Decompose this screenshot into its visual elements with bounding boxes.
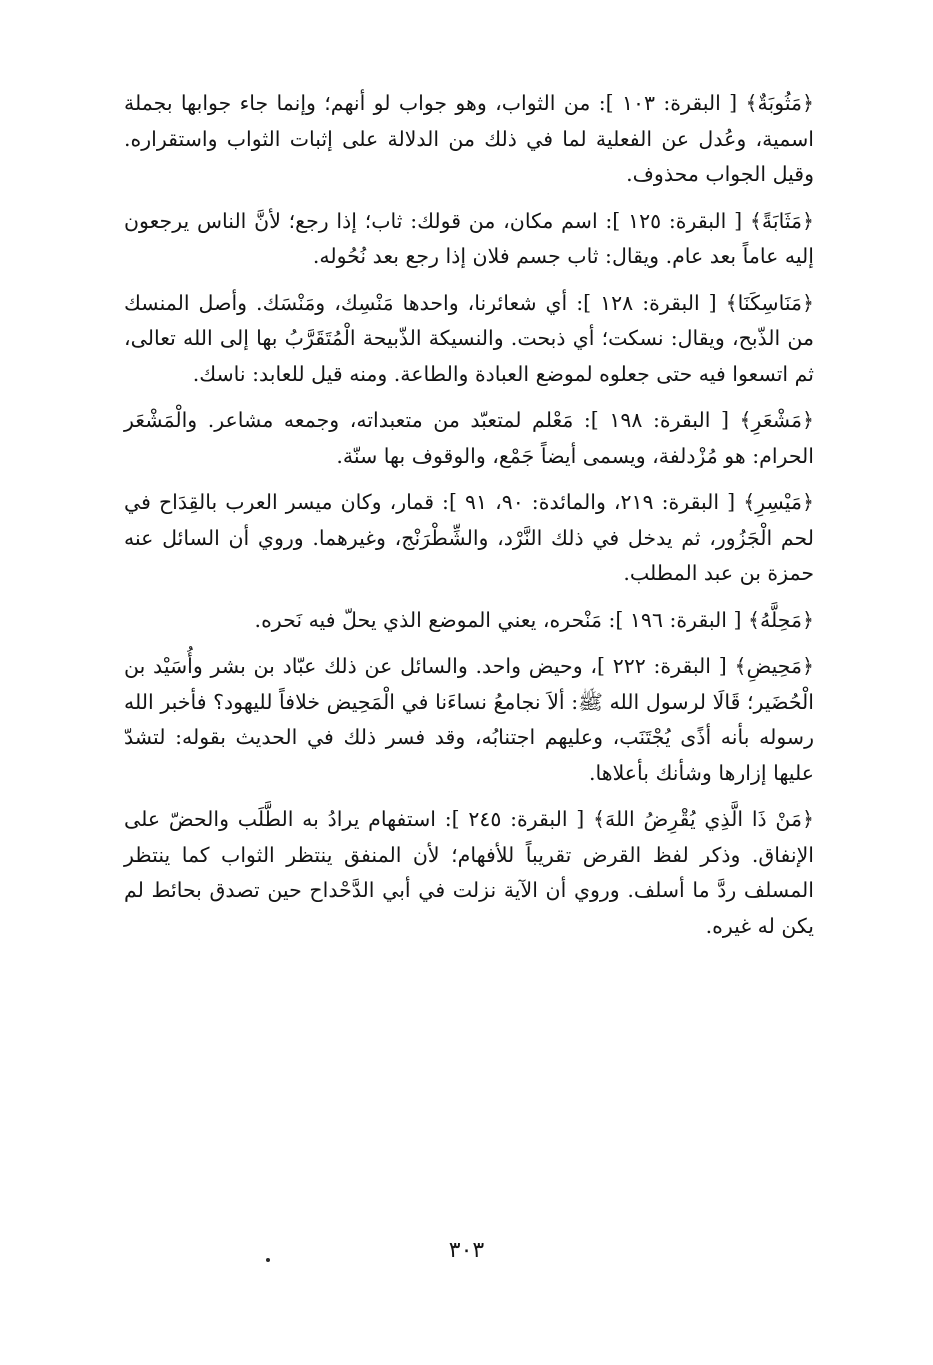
entry-manasikana: ﴿مَنَاسِكَنَا﴾ [ البقرة: ١٢٨ ]: أي شعائرنا، واحدها مَنْسِك، ومَنْسَك. وأصل المنسك من الذّبح، ويقال: نسكت؛ أي ذبحت. والنسيكة الذّبيحة الْمُتَقَرَّبُ بها إلى الله تعالى، ثم اتسعوا فيه حتى جعلوه لموضع العبادة والطاعة. ومنه قيل للعابد: ناسك. (124, 290, 815, 386)
entry-mahillahu: ﴿مَحِلَّهُ﴾ [ البقرة: ١٩٦ ]: مَنْحره، يعني الموضع الذي يحلّ فيه نَحره. (254, 607, 814, 632)
page-number: ٣٠٣ (448, 1238, 485, 1263)
entry-mathuba: ﴿مَثُوبَةٌ﴾ [ البقرة: ١٠٣ ]: من الثواب، وهو جواب لو أنهم؛ وإنما جاء جوابها بجملة اسمية، وعُدل عن الفعلية لما في ذلك من الدلالة على إثبات الثواب واستقراره. وقيل الجواب محذوف. (124, 91, 814, 186)
entry-mashar: ﴿مَشْعَرِ﴾ [ البقرة: ١٩٨ ]: مَعْلم لمتعبّد من متعبداته، وجمعه مشاعر. والْمَشْعَر الحرام: هو مُزْدلفة، ويسمى أيضاً جَمْع، والوقوف بها سنّة. (124, 408, 814, 468)
entry-maysir: ﴿مَيْسِرِ﴾ [ البقرة: ٢١٩، والمائدة: ٩٠، ٩١ ]: قمار، وكان ميسر العرب بالقِدَاح في لحم الْجَزُور، ثم يدخل في ذلك النَّرْد، والشِّطْرَنْج، وغيرهما. وروي أن السائل عنه حمزة بن عبد المطلب. (124, 490, 814, 585)
entry-mahid: ﴿مَحِيضِ﴾ [ البقرة: ٢٢٢ ]، وحيض واحد. والسائل عن ذلك عبّاد بن بشر وأُسَيْد بن الْحُضَير؛ قَالَا لرسول الله ﷺ: ألاَ نجامعُ نساءَنا في الْمَحِيض خلافاً لليهود؟ فأخبر الله رسوله بأنه أذًى يُجْتَنَب، وعليهم اجتنابُه، وقد فسر ذلك في الحديث بقوله: لتشدّ عليها إزارها وشأنك بأعلاها. (124, 654, 814, 785)
entry-man-dha-alladhi: ﴿مَنْ ذَا الَّذِي يُقْرِضُ اللهَ﴾ [ البقرة: ٢٤٥ ]: استفهام يرادُ به الطَّلَب والحضّ على الإنفاق. وذكر لفظ القرض تقريباً للأفهام؛ لأن المنفق ينتظر الثواب كما ينتظر المسلف ردَّ ما أسلف. وروي أن الآية نزلت في أبي الدَّحْداح حين تصدق بحائط لم يكن له غيره. (124, 807, 814, 938)
entry-mathaba: ﴿مَثَابَةً﴾ [ البقرة: ١٢٥ ]: اسم مكان، من قولك: ثاب؛ إذا رجع؛ لأنَّ الناس يرجعون إليه عاماً بعد عام. ويقال: ثاب جسم فلان إذا رجع بعد نُحُوله. (124, 208, 814, 268)
glossary-text (124, 86, 814, 955)
